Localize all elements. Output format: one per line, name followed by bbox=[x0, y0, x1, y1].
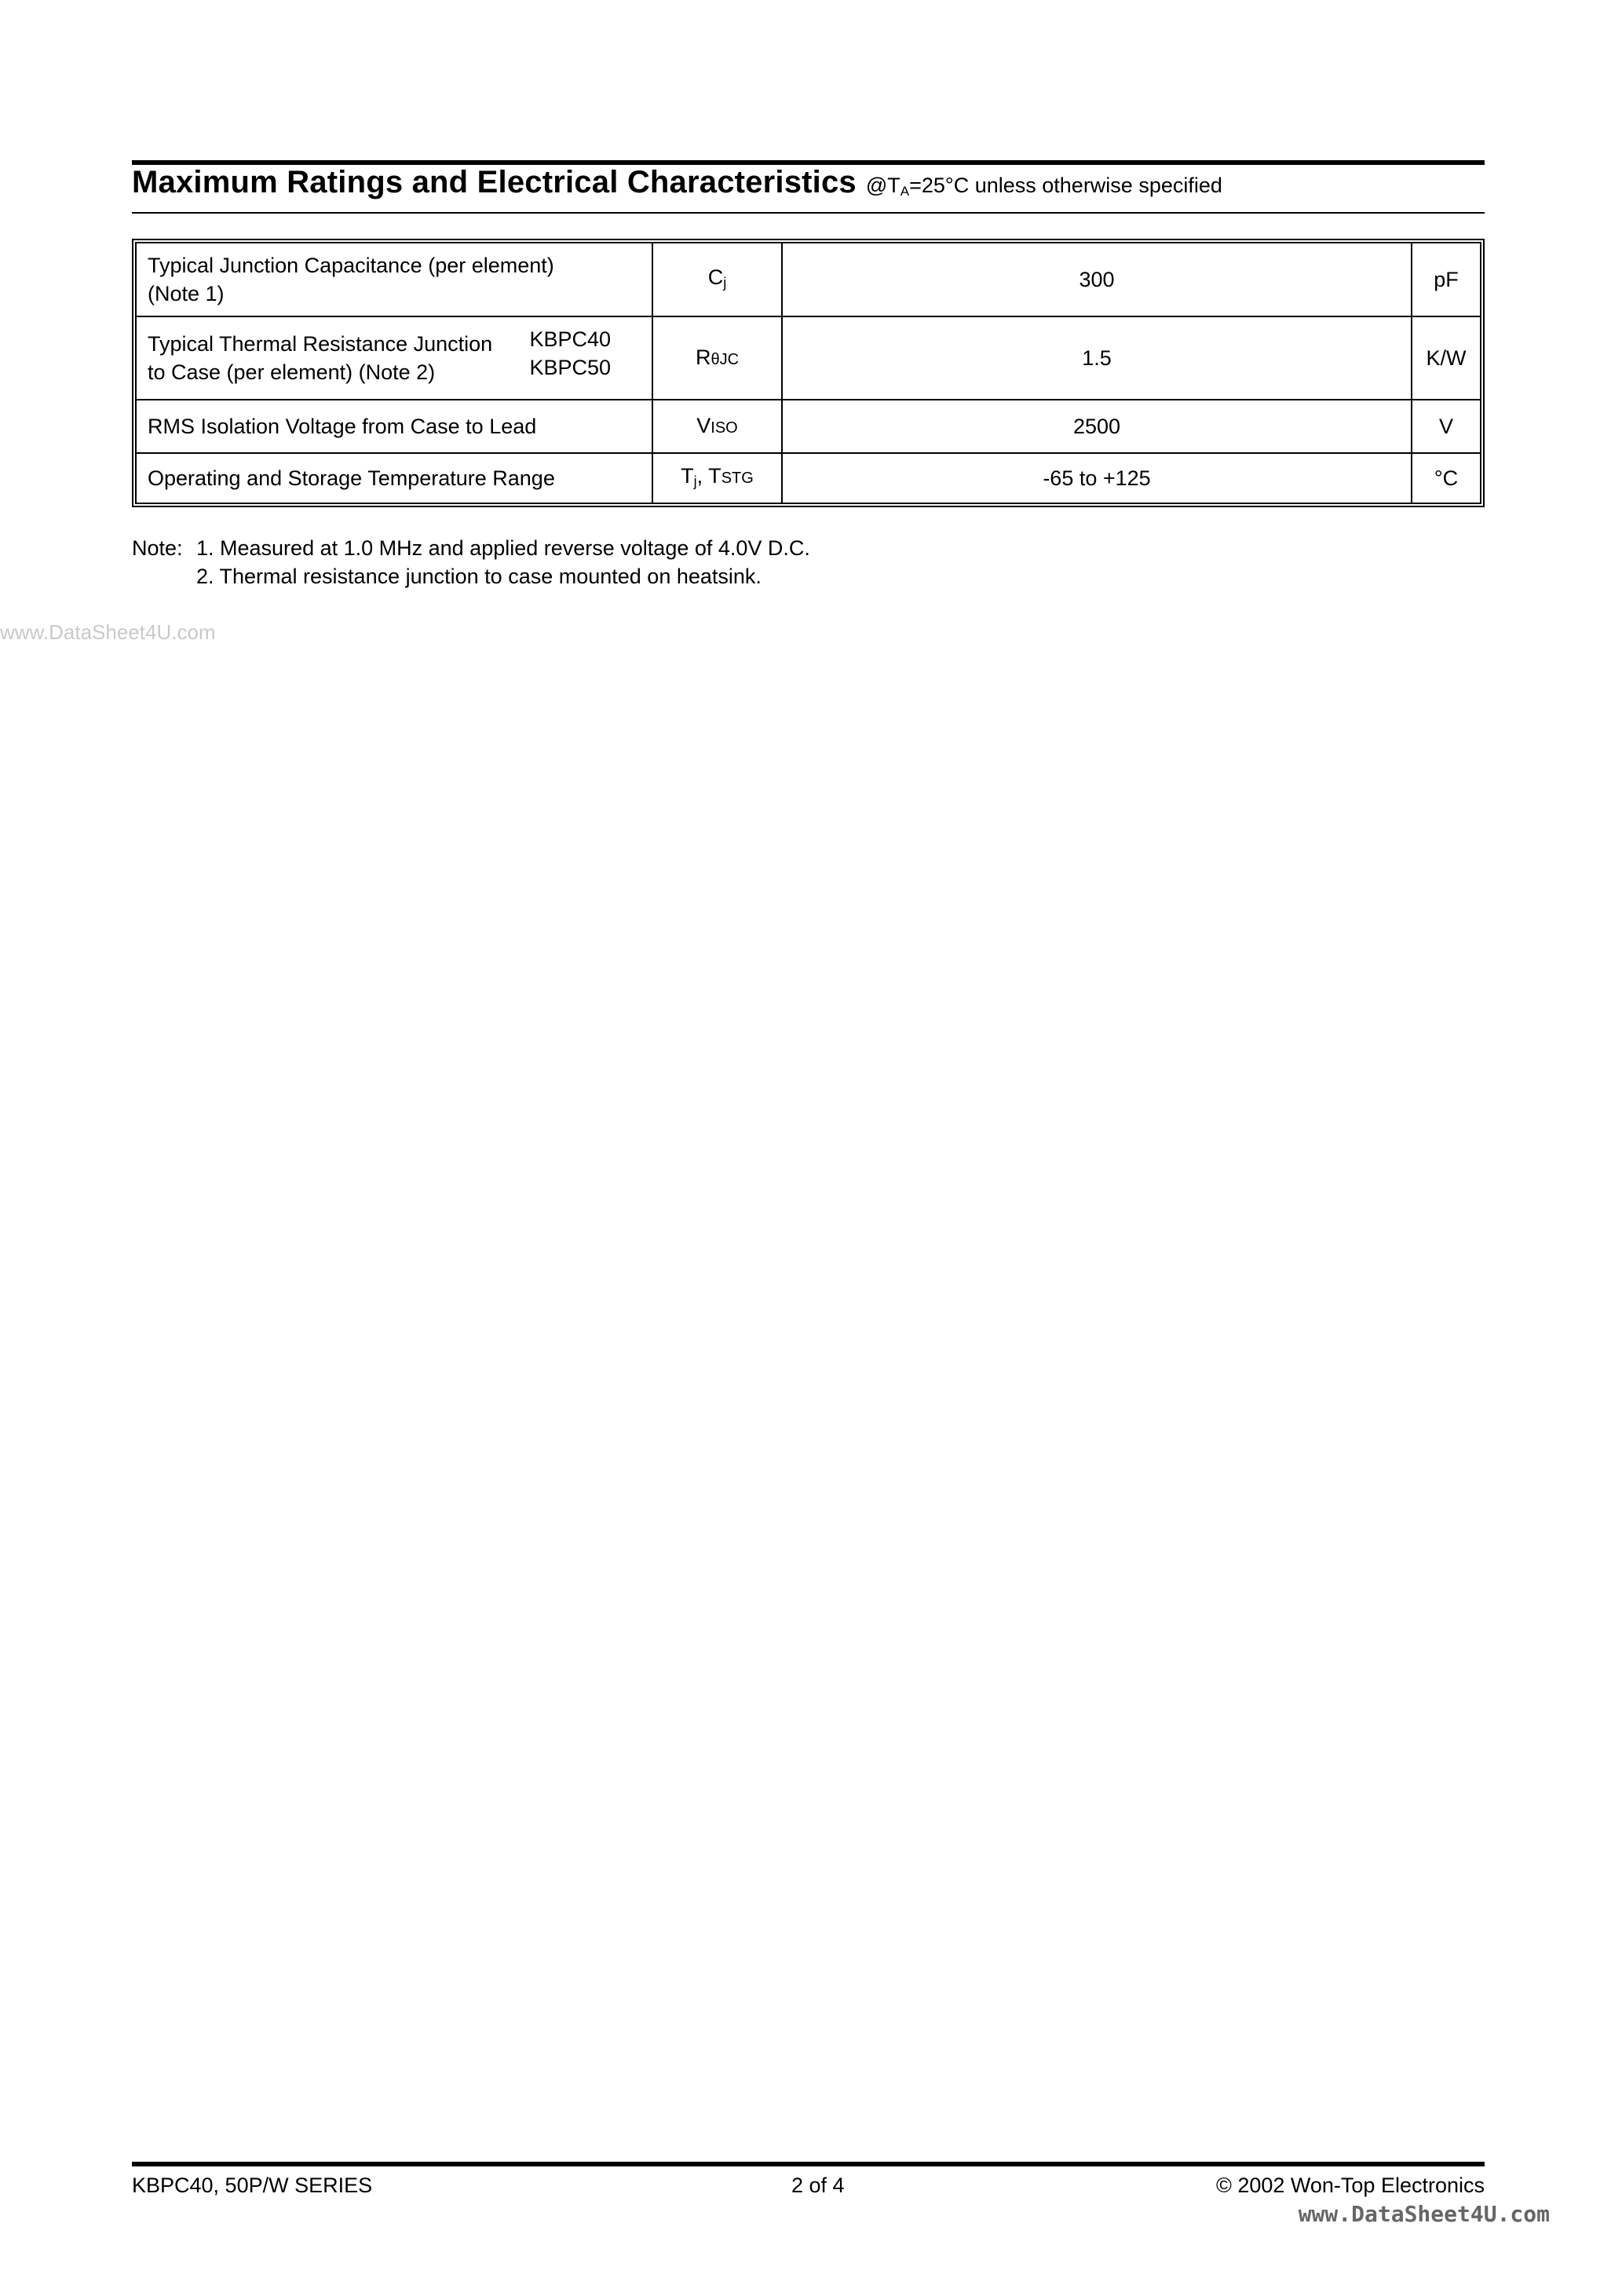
footer-watermark: www.DataSheet4U.com bbox=[1298, 2201, 1550, 2227]
unit-cell: pF bbox=[1412, 243, 1480, 317]
variant-label: KBPC40 bbox=[529, 327, 611, 351]
symbol-cell: $C_j$ bbox=[653, 243, 783, 317]
footer-rule bbox=[132, 2162, 1485, 2166]
ratings-table bbox=[132, 239, 1485, 507]
param-label: Typical Thermal Resistance Junction bbox=[148, 332, 493, 356]
footer-page-number: 2 of 4 bbox=[791, 2174, 845, 2197]
value-cell: -65 to +125 bbox=[783, 454, 1412, 503]
note-item: 1. Measured at 1.0 MHz and applied reverse voltage of 4.0V D.C. bbox=[196, 536, 810, 560]
watermark-text: www.DataSheet4U.com bbox=[0, 620, 216, 644]
notes-list bbox=[196, 534, 810, 590]
symbol-cell: RθJC bbox=[653, 317, 783, 400]
table-row bbox=[137, 317, 1480, 400]
param-label: (Note 1) bbox=[148, 282, 225, 305]
param-cell bbox=[137, 243, 653, 317]
page-title bbox=[132, 165, 1222, 200]
table-row bbox=[137, 400, 1480, 454]
symbol-cell: VISO bbox=[653, 400, 783, 454]
param-cell bbox=[137, 454, 653, 503]
notes-section bbox=[132, 534, 810, 590]
notes-label: Note: bbox=[132, 536, 183, 560]
table-row bbox=[137, 454, 1480, 503]
title-condition: $@T_A=25^\circ C$ unless otherwise specified bbox=[865, 174, 1222, 199]
param-label: to Case (per element) (Note 2) bbox=[148, 360, 436, 384]
param-cell bbox=[137, 400, 653, 454]
variant-list bbox=[529, 325, 611, 382]
symbol-cell: $T_j$, TSTG bbox=[653, 454, 783, 503]
param-label: Operating and Storage Temperature Range bbox=[148, 466, 555, 490]
table-row bbox=[137, 243, 1480, 317]
unit-cell: K/W bbox=[1412, 317, 1480, 400]
header-bottom-rule bbox=[132, 212, 1485, 214]
unit-cell: °C bbox=[1434, 466, 1459, 490]
footer-copyright: © 2002 Won-Top Electronics bbox=[1215, 2174, 1485, 2197]
value-cell: 2500 bbox=[783, 400, 1412, 454]
value-cell: 300 bbox=[783, 243, 1412, 317]
param-cell bbox=[137, 317, 653, 400]
value-cell: 1.5 bbox=[783, 317, 1412, 400]
unit-cell: V bbox=[1412, 400, 1480, 454]
param-label: RMS Isolation Voltage from Case to Lead bbox=[148, 415, 537, 438]
footer-series: KBPC40, 50P/W SERIES bbox=[132, 2174, 373, 2197]
note-item: 2. Thermal resistance junction to case mounted on heatsink. bbox=[196, 565, 762, 588]
title-text: Maximum Ratings and Electrical Characteristics bbox=[132, 165, 857, 199]
variant-label: KBPC50 bbox=[529, 356, 611, 379]
param-label: Typical Junction Capacitance (per element) bbox=[148, 254, 554, 277]
